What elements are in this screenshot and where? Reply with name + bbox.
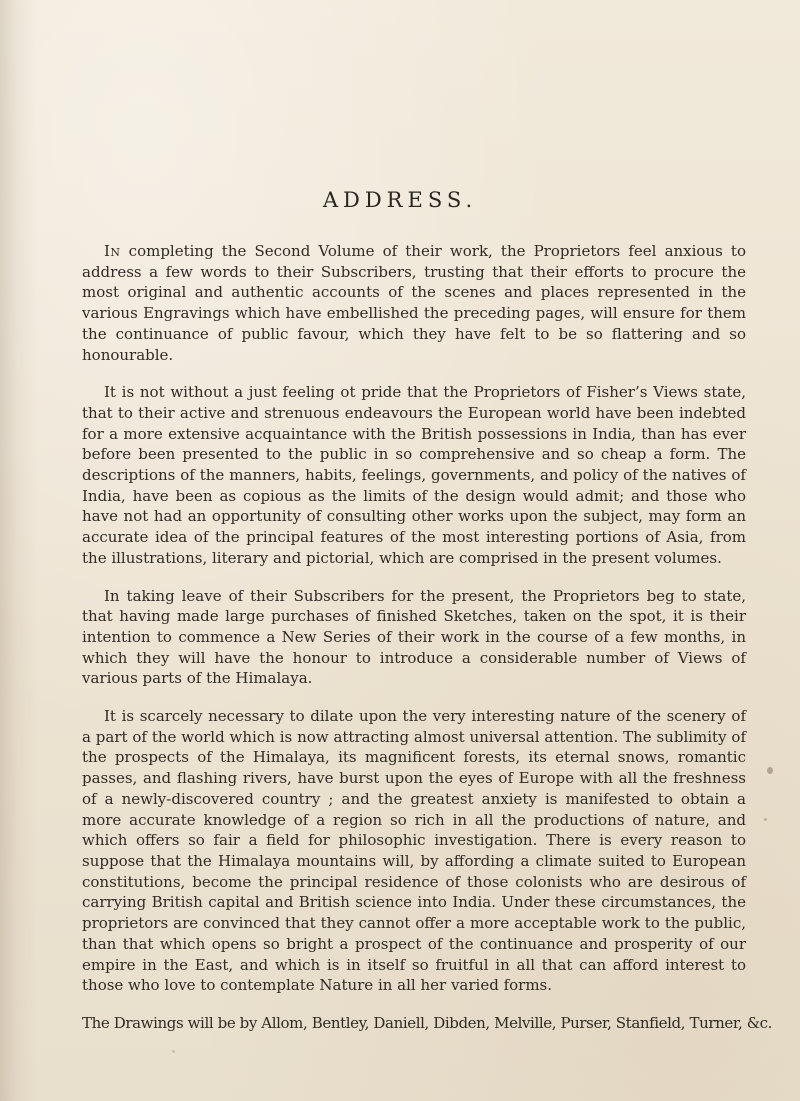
ink-speck: [172, 1050, 175, 1053]
paragraph-1: [82, 241, 746, 365]
ink-speck: [767, 767, 773, 774]
body-text: [82, 241, 773, 1034]
page-title: ADDRESS.: [322, 188, 478, 212]
paragraph-3: In taking leave of their Subscribers for the present, the Proprietors beg to state, that having made large purchases of finished Sketches, taken on the spot, it is their intention to commence a New Series of their work in the course of a few months, in which they will have the honour to introduce a considerable number of Views of various parts of the Himalaya.: [82, 586, 746, 688]
paragraph-2: It is not without a just feeling ot pride that the Proprietors of Fisher’s Views state, that to their active and strenuous endeavours the European world have been indebted for a more extensive acquaintance with the British possessions in India, than has ever before been presented to the public in so comprehensive and so cheap a form. The descriptions of the manners, habits, feelings, governments, and policy of the natives of India, have been as copious as the limits of the design would admit; and those who have not had an opportunity of consulting other works upon the subject, may form an accurate idea of the principal features of the most interesting portions of Asia, from the illustrations, literary and pictorial, which are comprised in the present volumes.: [82, 383, 746, 567]
ink-speck: [764, 818, 767, 821]
page-edge-shadow: [0, 0, 38, 1101]
closing-line: The Drawings will be by Allom, Bentley, Daniell, Dibden, Melville, Purser, Stanfield, Turner, &c.: [82, 1013, 773, 1032]
paragraph-1-lead: In: [104, 242, 121, 260]
paragraph-4: It is scarcely necessary to dilate upon the very interesting nature of the scenery of a part of the world which is now attracting almost universal attention. The sublimity of the prospects of the Himalaya, its magnificent forests, its eternal snows, romantic passes, and flashing rivers, have burst upon the eyes of Europe with all the freshness of a newly-discovered country ; and the greatest anxiety is manifested to obtain a more accurate knowledge of a region so rich in all the productions of nature, and which offers so fair a field for philosophic investigation. There is every reason to suppose that the Himalaya mountains will, by affording a climate suited to European constitutions, become the principal residence of those colonists who are desirous of carrying British capital and British science into India. Under these circumstances, the proprietors are convinced that they cannot offer a more acceptable work to the public, than that which opens so bright a prospect of the continuance and prosperity of our empire in the East, and which is in itself so fruitful in all that can afford interest to those who love to contemplate Nature in all her varied forms.: [82, 707, 746, 995]
paragraph-1-text: completing the Second Volume of their work, the Proprietors feel anxious to address a few words to their Subscribers, trusting that their efforts to procure the most original and authentic accounts of the scenes and places represented in the various Engravings which have embellished the preceding pages, will ensure for them the continuance of public favour, which they have felt to be so flattering and so honourable.: [82, 242, 746, 364]
